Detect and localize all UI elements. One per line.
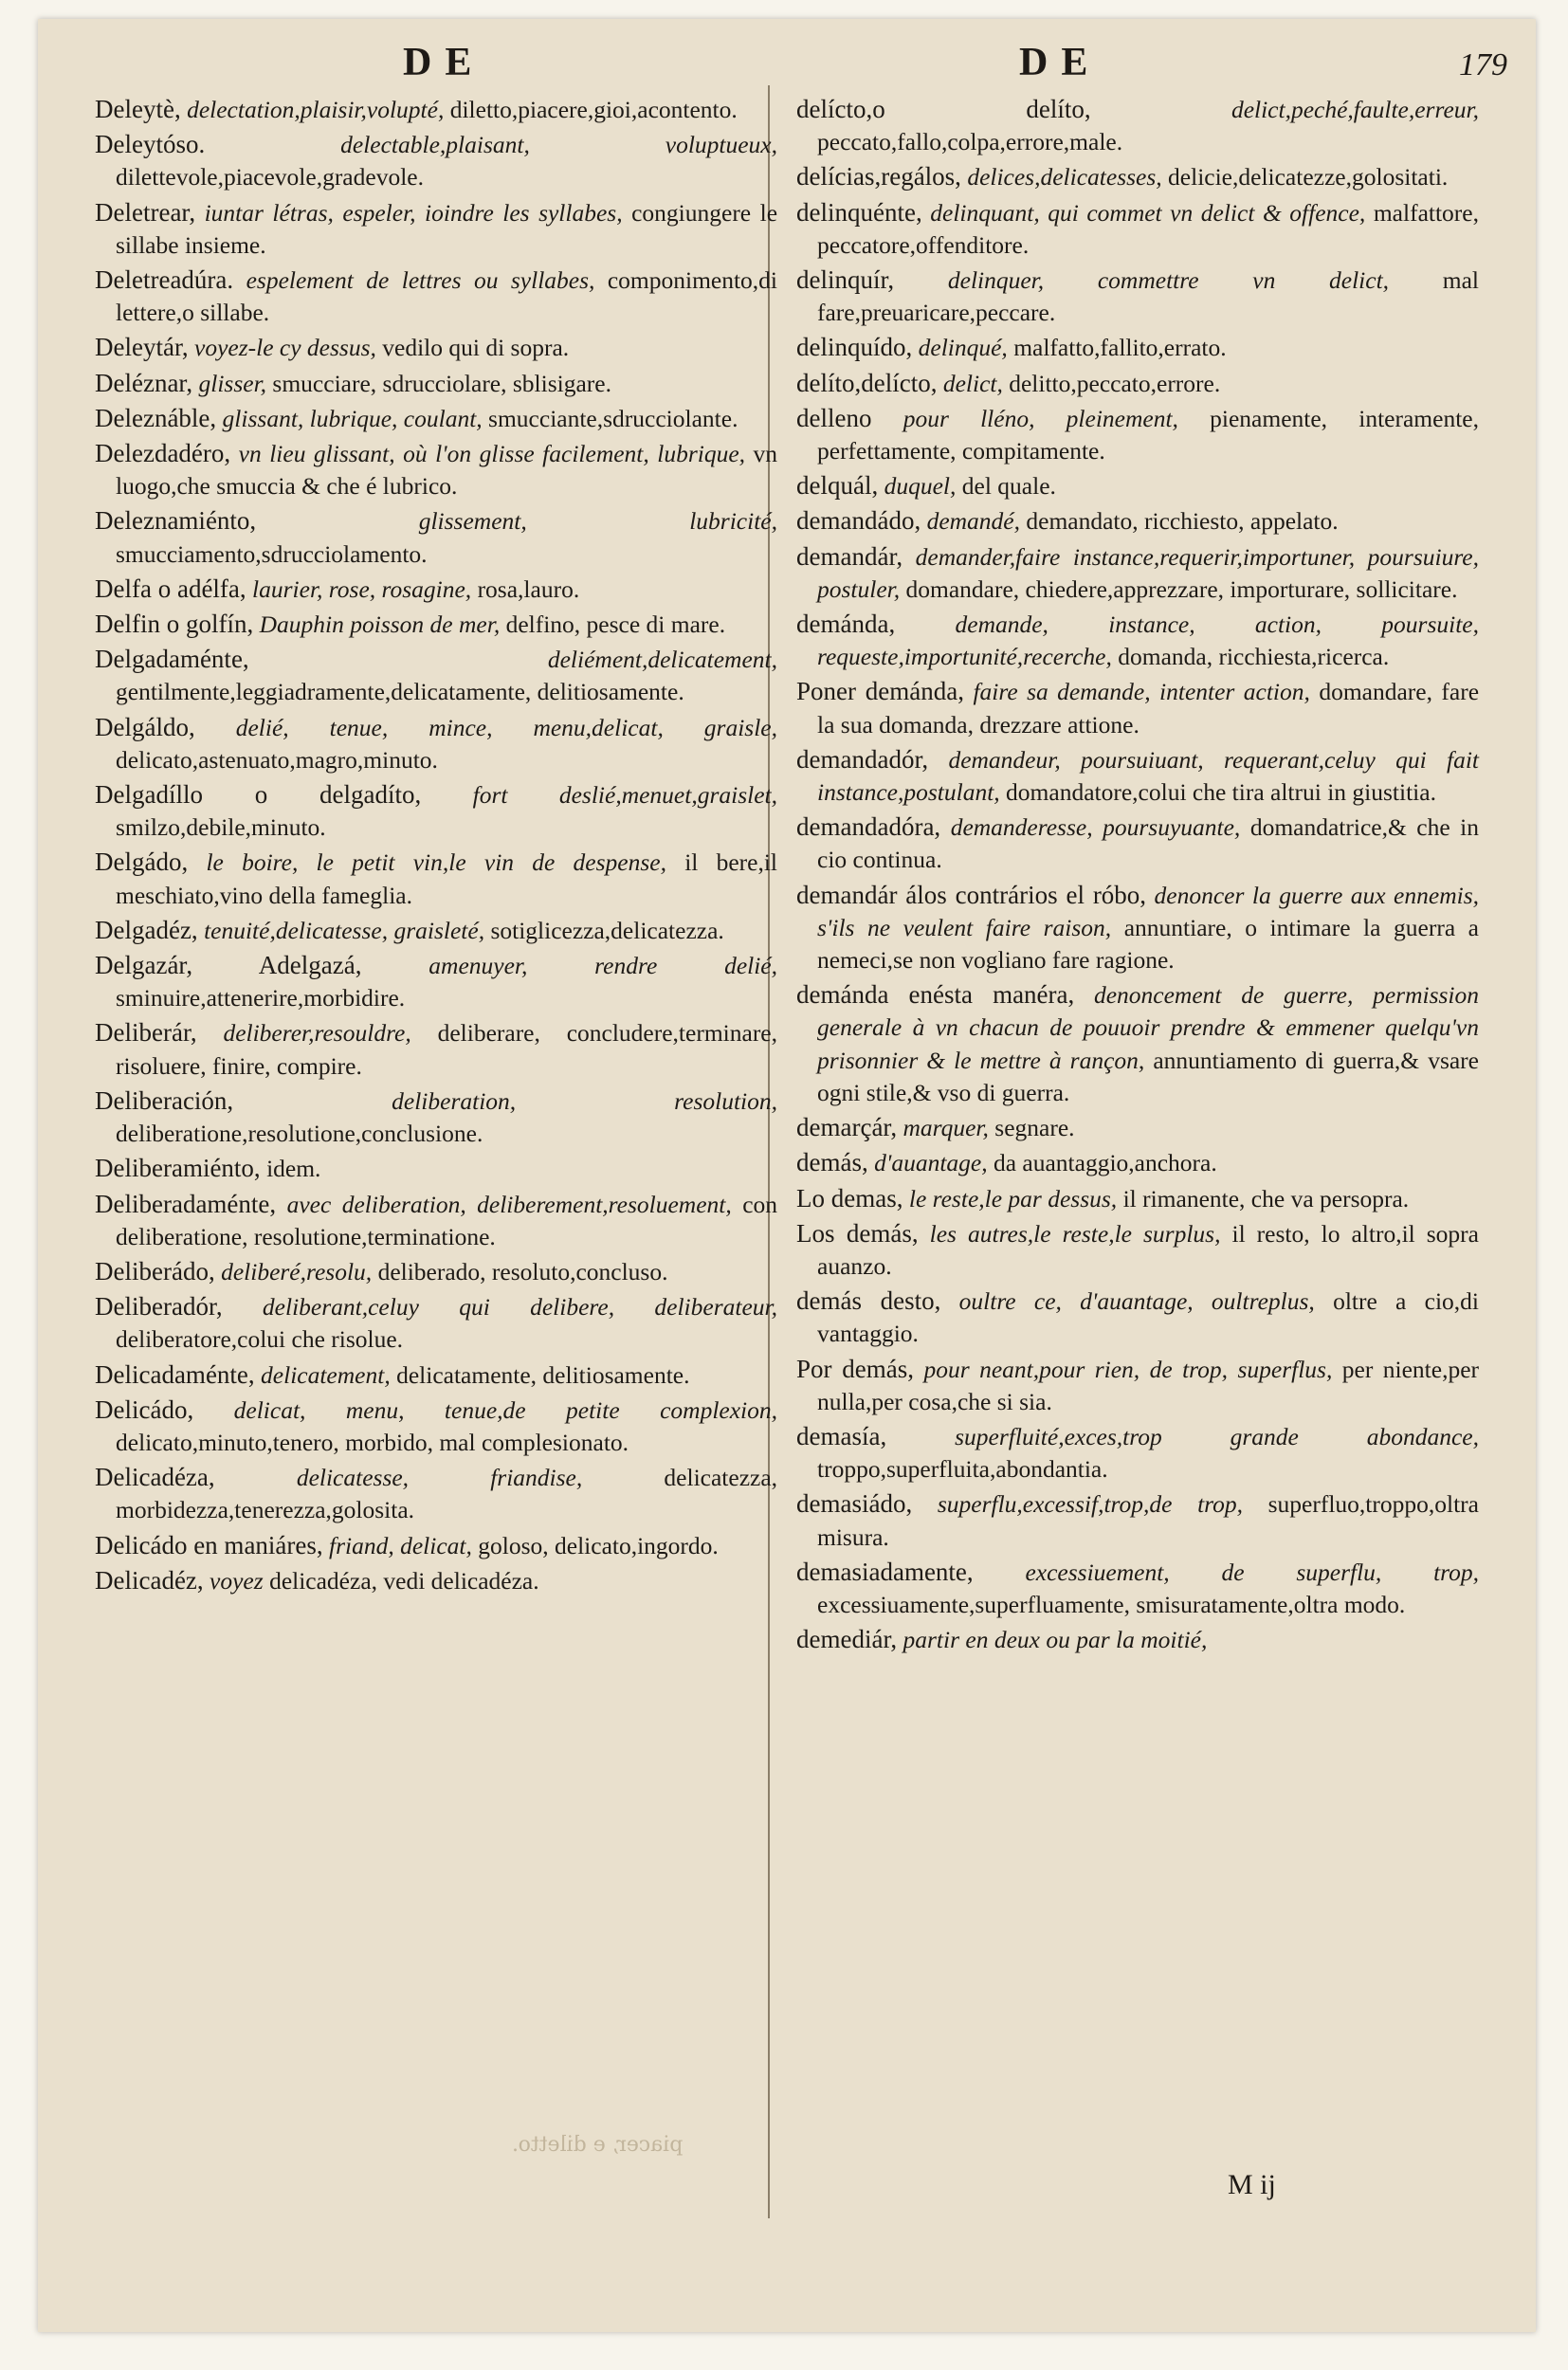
dictionary-entry [796, 811, 1479, 876]
italian-gloss: con deliberatione, resolutione,terminatione. [116, 1190, 778, 1250]
french-gloss: demande, instance, action, poursuite, requeste,importunité,recerche, [817, 611, 1479, 671]
italian-gloss: domanda, ricchiesta,ricerca. [1118, 643, 1390, 671]
dictionary-entry [95, 1085, 777, 1150]
dictionary-entry [796, 264, 1479, 329]
french-gloss: le reste,le par dessus, [908, 1184, 1118, 1212]
headword: Delgáldo, [95, 712, 195, 741]
dictionary-entry [95, 1255, 777, 1288]
dictionary-entry [95, 402, 777, 435]
french-gloss: duquel, [884, 472, 957, 501]
dictionary-entry [95, 196, 777, 262]
french-gloss: demanderesse, poursuyuante, [950, 813, 1241, 842]
italian-gloss: oltre a cio,di vantaggio. [817, 1287, 1480, 1348]
italian-gloss: deliberare, concludere,terminare, risoluere, finire, compire. [116, 1019, 777, 1080]
italian-gloss: delicatamente, delitiosamente. [396, 1360, 690, 1389]
french-gloss: deliberation, resolution, [392, 1086, 777, 1115]
italian-gloss: vedilo qui di sopra. [382, 334, 570, 362]
french-gloss: delinqué, [918, 334, 1008, 362]
headword: Delicadéz, [95, 1565, 204, 1595]
headword: Deleznáble, [95, 403, 217, 432]
dictionary-entry [796, 504, 1479, 538]
italian-gloss: peccato,fallo,colpa,errore,male. [817, 128, 1123, 156]
italian-gloss: deliberatione,resolutione,conclusione. [116, 1120, 483, 1148]
italian-gloss: per niente,per nulla,per cosa,che si sia. [817, 1355, 1480, 1415]
italian-gloss: malfattore, peccatore,offenditore. [817, 198, 1479, 259]
italian-gloss: demandato, ricchiesto, appelato. [1026, 507, 1339, 536]
italian-gloss: domandare, chiedere,apprezzare, importurare, sollicitare. [905, 574, 1458, 603]
french-gloss: faire sa demande, intenter action, [973, 678, 1310, 706]
headword: demandádo, [796, 506, 921, 536]
italian-gloss: smucciamento,sdrucciolamento. [116, 539, 428, 568]
french-gloss: delices,delicatesses, [967, 163, 1162, 191]
dictionary-entry [796, 196, 1479, 262]
dictionary-entry [95, 1152, 777, 1185]
right-running-head: DE [1019, 41, 1102, 84]
italian-gloss: superfluo,troppo,oltra misura. [817, 1490, 1479, 1551]
italian-gloss: delicato,astenuato,magro,minuto. [116, 745, 438, 774]
french-gloss: deliberant,celuy qui delibere, deliberateur, [262, 1293, 777, 1322]
dictionary-entry [95, 1529, 777, 1562]
headword: Delfa o adélfa, [95, 574, 246, 603]
french-gloss: voyez [210, 1566, 264, 1595]
show-through-text: piacer, e diletto. [512, 2133, 684, 2157]
italian-gloss: delicie,delicatezze,golositati. [1168, 163, 1449, 191]
italian-gloss: delicato,minuto,tenero, morbido, mal complesionato. [116, 1428, 629, 1456]
headword: delícto,o delíto, [796, 95, 1091, 123]
headword: demediár, [796, 1625, 898, 1654]
dictionary-entry [95, 949, 777, 1014]
dictionary-page [38, 19, 1536, 2332]
italian-gloss: gentilmente,leggiadramente,delicatamente, delitiosamente. [116, 678, 684, 706]
french-gloss: deliberer,resouldre, [223, 1019, 411, 1048]
italian-gloss: domandare, fare la sua domanda, drezzare attione. [817, 678, 1480, 738]
headword: Delicádo en maniáres, [95, 1530, 323, 1559]
headword: Deliberadaménte, [95, 1189, 277, 1218]
headword: delleno [796, 403, 872, 432]
dictionary-entry [95, 608, 777, 641]
dictionary-entry [796, 331, 1479, 364]
dictionary-entry [95, 1564, 777, 1597]
headword: demandár álos contrários el róbo, [796, 880, 1147, 909]
italian-gloss: il bere,il meschiato,vino della fameglia. [116, 848, 778, 909]
headword: Delicadaménte, [95, 1359, 255, 1389]
italian-gloss: componimento,di lettere,o sillabe. [116, 266, 778, 327]
dictionary-entry [95, 331, 777, 364]
italian-gloss: sotiglicezza,delicatezza. [490, 916, 724, 944]
right-column [796, 93, 1479, 1658]
italian-gloss: il rimanente, che va persopra. [1122, 1184, 1410, 1212]
dictionary-entry [796, 402, 1479, 467]
dictionary-entry [796, 1556, 1479, 1621]
italian-gloss: deliberatore,colui che risolue. [116, 1325, 404, 1354]
italian-gloss: del quale. [961, 472, 1056, 501]
french-gloss: partir en deux ou par la moitié, [903, 1626, 1208, 1654]
italian-gloss: il resto, lo altro,il sopra auanzo. [817, 1219, 1479, 1280]
french-gloss: espelement de lettres ou syllabes, [246, 266, 595, 295]
headword: demás desto, [796, 1286, 941, 1316]
headword: Deliberádo, [95, 1256, 215, 1285]
headword: Deleznamiénto, [95, 506, 257, 536]
italian-gloss: smucciare, sdrucciolare, sblisigare. [272, 369, 611, 397]
french-gloss: pour neant,pour rien, de trop, superflus, [923, 1355, 1333, 1383]
headword: demás, [796, 1148, 868, 1177]
french-gloss: vn lieu glissant, où l'on glisse facilement, lubrique, [238, 440, 746, 468]
headword: demandadóra, [796, 812, 941, 842]
dictionary-entry [796, 1420, 1479, 1486]
dictionary-entry [95, 264, 777, 329]
headword: demánda, [796, 610, 896, 639]
italian-gloss: goloso, delicato,ingordo. [478, 1531, 719, 1559]
headword: Delgadíllo o delgadíto, [95, 780, 422, 810]
italian-gloss: pienamente, interamente, perfettamente, compitamente. [817, 404, 1479, 465]
italian-gloss: smilzo,debile,minuto. [116, 813, 326, 842]
headword: Deliberación, [95, 1085, 234, 1115]
french-gloss: iuntar létras, espeler, ioindre les syllabes, [204, 198, 623, 227]
french-gloss: delicatesse, friandise, [296, 1464, 583, 1492]
headword: Deleytóso. [95, 130, 206, 159]
dictionary-entry [95, 846, 777, 911]
italian-gloss: sminuire,attenerire,morbidire. [116, 984, 406, 1012]
french-gloss: Dauphin poisson de mer, [259, 611, 501, 639]
dictionary-entry [796, 978, 1479, 1109]
dictionary-entry [796, 367, 1479, 400]
french-gloss: deliberé,resolu, [221, 1257, 373, 1285]
headword: Los demás, [796, 1218, 919, 1248]
french-gloss: excessiuement, de superflu, trop, [1025, 1558, 1480, 1586]
headword: Delgazár, Adelgazá, [95, 951, 362, 980]
dictionary-entry [95, 1188, 777, 1253]
dictionary-entry [95, 1290, 777, 1356]
headword: Delgadaménte, [95, 645, 249, 674]
french-gloss: marquer, [903, 1114, 989, 1142]
dictionary-entry [796, 1146, 1479, 1179]
french-gloss: les autres,le reste,le surplus, [929, 1219, 1221, 1248]
headword: delquál, [796, 471, 879, 501]
french-gloss: denoncer la guerre aux ennemis, s'ils ne veulent faire raison, [817, 881, 1479, 941]
dictionary-entry [95, 1016, 777, 1082]
signature-mark: M ij [1228, 2169, 1276, 2200]
dictionary-entry [95, 1394, 777, 1459]
headword: demánda enésta manéra, [796, 980, 1075, 1010]
dictionary-entry [95, 93, 777, 126]
dictionary-entry [796, 1217, 1479, 1283]
italian-gloss: idem. [266, 1155, 321, 1183]
french-gloss: delicatement, [261, 1360, 391, 1389]
headword: Delgadéz, [95, 915, 198, 944]
headword: Deleytár, [95, 333, 189, 362]
left-running-head: DE [403, 41, 485, 84]
headword: Delicadéza, [95, 1463, 215, 1492]
dictionary-entry [796, 743, 1479, 809]
headword: Poner demánda, [796, 677, 964, 706]
french-gloss: laurier, rose, rosagine, [252, 574, 472, 603]
italian-gloss: deliberado, resoluto,concluso. [377, 1257, 668, 1285]
french-gloss: delict,peché,faulte,erreur, [1231, 96, 1479, 123]
headword: demasiadamente, [796, 1557, 974, 1586]
headword: Deléznar, [95, 368, 193, 397]
dictionary-entry [95, 367, 777, 400]
french-gloss: demandeur, poursuiuant, requerant,celuy qui fait instance,postulant, [817, 745, 1480, 807]
headword: Deliberamiénto, [95, 1154, 261, 1183]
italian-gloss: vn luogo,che smuccia & che é lubrico. [116, 440, 778, 501]
french-gloss: delicat, menu, tenue,de petite complexion, [233, 1395, 778, 1424]
french-gloss: fort deslié,menuet,graislet, [472, 781, 777, 810]
french-gloss: denoncement de guerre, permission generale à vn chacun de pouuoir prendre & emmener quelqu'vn prisonnier & le mettre à rançon, [817, 981, 1479, 1074]
page-number: 179 [1459, 47, 1507, 82]
italian-gloss: rosa,lauro. [477, 574, 580, 603]
french-gloss: le boire, le petit vin,le vin de despense, [206, 848, 666, 877]
french-gloss: delectable,plaisant, voluptueux, [340, 131, 777, 159]
headword: Delgádo, [95, 848, 189, 877]
italian-gloss: da auantaggio,anchora. [993, 1149, 1217, 1177]
headword: Deletrear, [95, 197, 196, 227]
french-gloss: glissement, lubricité, [418, 507, 777, 536]
italian-gloss: congiungere le sillabe insieme. [116, 198, 778, 259]
dictionary-entry [95, 504, 777, 570]
headword: Deletreadúra. [95, 265, 234, 295]
italian-gloss: excessiuamente,superfluamente, smisuratamente,oltra modo. [817, 1590, 1406, 1618]
headword: Deliberár, [95, 1018, 197, 1048]
headword: demandadór, [796, 744, 929, 774]
headword: delinquído, [796, 333, 913, 362]
italian-gloss: delfino, pesce di mare. [505, 611, 726, 639]
headword: delíto,delícto, [796, 368, 938, 397]
french-gloss: delié, tenue, mince, menu,delicat, graisle, [235, 713, 778, 741]
italian-gloss: malfatto,fallito,errato. [1013, 334, 1227, 362]
french-gloss: avec deliberation, deliberement,resoluement, [286, 1190, 732, 1218]
french-gloss: amenuyer, rendre delié, [428, 952, 777, 980]
italian-gloss: segnare. [994, 1114, 1075, 1142]
italian-gloss: annuntiamento di guerra,& vsare ogni stile,& vso di guerra. [817, 1046, 1479, 1106]
dictionary-entry [95, 914, 777, 947]
headword: delinquír, [796, 265, 895, 295]
dictionary-entry [95, 711, 777, 776]
dictionary-entry [95, 1358, 777, 1392]
french-gloss: pour lléno, pleinement, [903, 404, 1178, 432]
dictionary-entry [796, 93, 1479, 158]
italian-gloss: smucciante,sdrucciolante. [488, 404, 738, 432]
dictionary-entry [95, 643, 777, 708]
dictionary-entry [95, 1461, 777, 1526]
headword: Lo demas, [796, 1183, 903, 1212]
french-gloss: delinquer, commettre vn delict, [947, 266, 1390, 295]
dictionary-entry [796, 879, 1479, 977]
left-column [95, 93, 777, 1599]
dictionary-entry [95, 437, 777, 502]
french-gloss: friand, delicat, [329, 1531, 472, 1559]
french-gloss: delict, [942, 369, 1003, 397]
dictionary-entry [796, 1285, 1479, 1350]
french-gloss: oultre ce, d'auantage, oultreplus, [958, 1287, 1315, 1316]
headword: delícias,regálos, [796, 162, 961, 191]
headword: demandár, [796, 541, 903, 571]
headword: demasía, [796, 1421, 887, 1450]
headword: demasiádo, [796, 1489, 913, 1519]
french-gloss: superflu,excessif,trop,de trop, [937, 1490, 1244, 1519]
italian-gloss: delicatezza, morbidezza,tenerezza,golosita. [116, 1464, 778, 1524]
dictionary-entry [95, 573, 777, 606]
italian-gloss: dilettevole,piacevole,gradevole. [116, 163, 424, 191]
headword: Delezdadéro, [95, 439, 231, 468]
headword: delinquénte, [796, 197, 922, 227]
french-gloss: delinquant, qui commet vn delict & offence, [930, 198, 1366, 227]
italian-gloss: troppo,superfluita,abondantia. [817, 1455, 1108, 1484]
french-gloss: demandé, [926, 507, 1021, 536]
dictionary-entry [796, 1623, 1479, 1656]
dictionary-entry [796, 160, 1479, 193]
french-gloss: glissant, lubrique, coulant, [222, 404, 483, 432]
dictionary-entry [796, 540, 1479, 606]
dictionary-entry [796, 675, 1479, 740]
italian-gloss: diletto,piacere,gioi,acontento. [449, 96, 738, 123]
headword: Delfin o golfín, [95, 610, 254, 639]
italian-gloss: domandatore,colui che tira altrui in giustitia. [1006, 778, 1436, 807]
french-gloss: glisser, [198, 369, 267, 397]
dictionary-entry [796, 1111, 1479, 1144]
french-gloss: delectation,plaisir,volupté, [187, 96, 445, 123]
dictionary-entry [796, 1182, 1479, 1215]
italian-gloss: annuntiare, o intimare la guerra a nemeci,se non vogliano fare ragione. [817, 913, 1480, 975]
italian-gloss: delicadéza, vedi delicadéza. [269, 1566, 539, 1595]
headword: Deliberadór, [95, 1292, 223, 1322]
dictionary-entry [796, 608, 1479, 673]
dictionary-entry [796, 1353, 1479, 1418]
french-gloss: voyez-le cy dessus, [194, 334, 376, 362]
italian-gloss: delitto,peccato,errore. [1009, 369, 1221, 397]
italian-gloss: domandatrice,& che in cio continua. [817, 813, 1480, 874]
french-gloss: demander,faire instance,requerir,importuner, poursuiure, postuler, [817, 542, 1479, 603]
dictionary-entry [796, 469, 1479, 502]
headword: Deleytè, [95, 95, 181, 123]
headword: demarçár, [796, 1113, 898, 1142]
italian-gloss: mal fare,preuaricare,peccare. [817, 266, 1480, 327]
french-gloss: d'auantage, [874, 1149, 988, 1177]
dictionary-entry [95, 778, 777, 844]
dictionary-entry [95, 128, 777, 193]
french-gloss: deliément,delicatement, [547, 646, 777, 674]
dictionary-entry [796, 1487, 1479, 1553]
headword: Delicádo, [95, 1395, 194, 1424]
headword: Por demás, [796, 1354, 915, 1383]
french-gloss: tenuité,delicatesse, graisleté, [204, 916, 485, 944]
french-gloss: superfluité,exces,trop grande abondance, [955, 1422, 1479, 1450]
